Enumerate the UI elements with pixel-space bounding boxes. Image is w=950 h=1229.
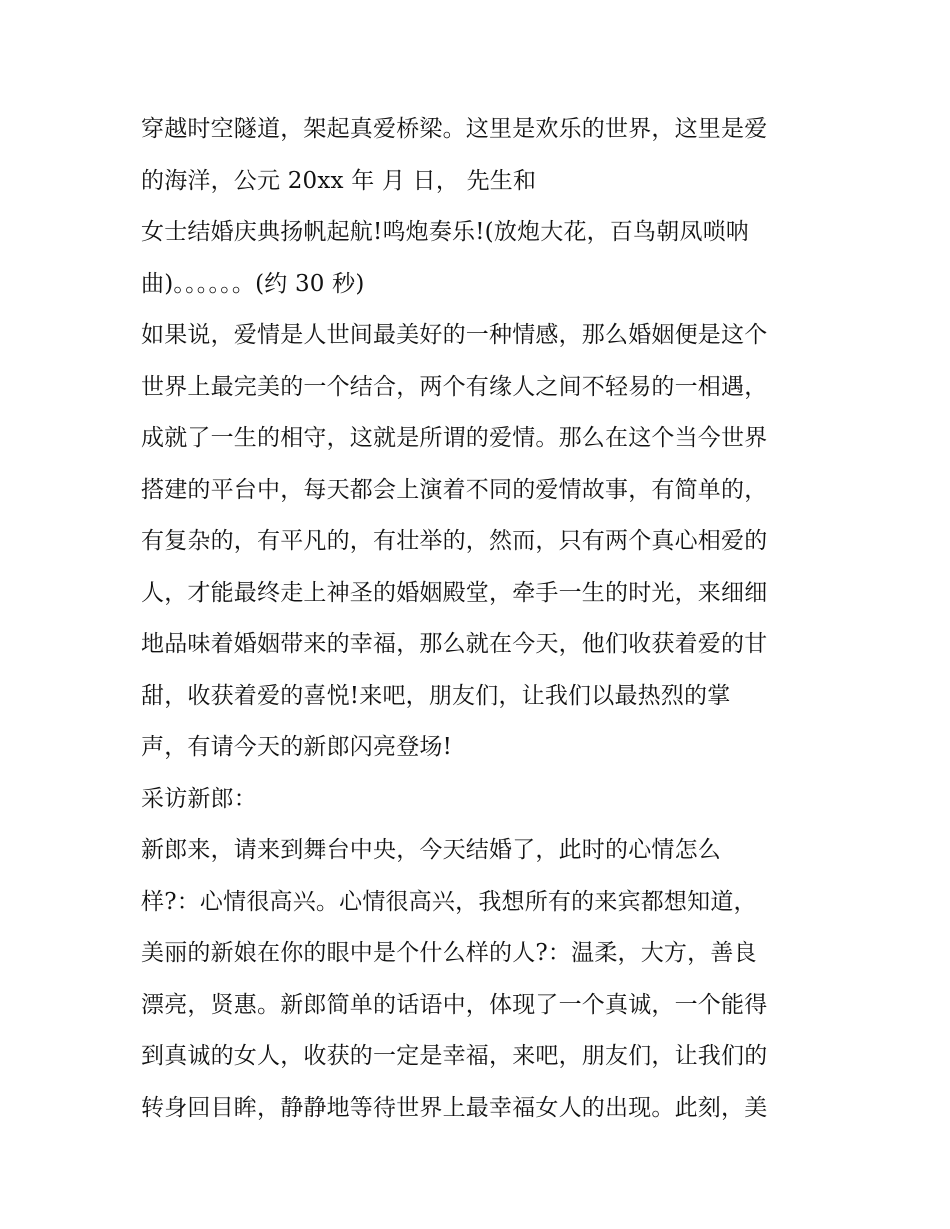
text-line: 地品味着婚姻带来的幸福，那么就在今天，他们收获着爱的甘 — [141, 631, 768, 657]
text-line: 到真诚的女人，收获的一定是幸福，来吧，朋友们，让我们的 — [141, 1043, 768, 1069]
text-line: 世界上最完美的一个结合，两个有缘人之间不轻易的一相遇， — [141, 373, 768, 400]
text-line: 搭建的平台中，每天都会上演着不同的爱情故事，有简单的， — [141, 476, 768, 503]
text-line: 样?：心情很高兴。心情很高兴，我想所有的来宾都想知道， — [141, 888, 757, 915]
text-line: 女士结婚庆典扬帆起航!鸣炮奏乐!(放炮大花，百鸟朝凤唢呐 — [141, 219, 750, 245]
text-line: 成就了一生的相守，这就是所谓的爱情。那么在这个当今世界 — [141, 425, 768, 451]
document-body — [141, 104, 821, 1134]
text-line: 人，才能最终走上神圣的婚姻殿堂，牵手一生的时光，来细细 — [141, 579, 768, 606]
text-line: 声，有请今天的新郎闪亮登场! — [141, 734, 453, 760]
text-line: 的海洋，公元 20xx 年 月 日， 先生和 — [141, 167, 537, 194]
text-line: 如果说，爱情是人世间最美好的一种情感，那么婚姻便是这个 — [141, 322, 768, 348]
text-line: 漂亮，贤惠。新郎简单的话语中，体现了一个真诚，一个能得 — [141, 991, 768, 1018]
text-line: 有复杂的，有平凡的，有壮举的，然而，只有两个真心相爱的 — [141, 528, 768, 554]
text-line: 曲)。。。。。。(约 30 秒) — [141, 270, 365, 297]
text-line: 转身回目眸，静静地等待世界上最幸福女人的出现。此刻，美 — [141, 1094, 768, 1121]
text-line: 新郎来，请来到舞台中央，今天结婚了，此时的心情怎么 — [141, 837, 721, 863]
text-line: 甜，收获着爱的喜悦!来吧，朋友们，让我们以最热烈的掌 — [141, 682, 731, 709]
text-line: 美丽的新娘在你的眼中是个什么样的人?：温柔，大方，善良 — [141, 940, 757, 966]
text-line: 穿越时空隧道，架起真爱桥梁。这里是欢乐的世界，这里是爱 — [141, 116, 768, 142]
section-heading: 采访新郎： — [141, 785, 257, 812]
